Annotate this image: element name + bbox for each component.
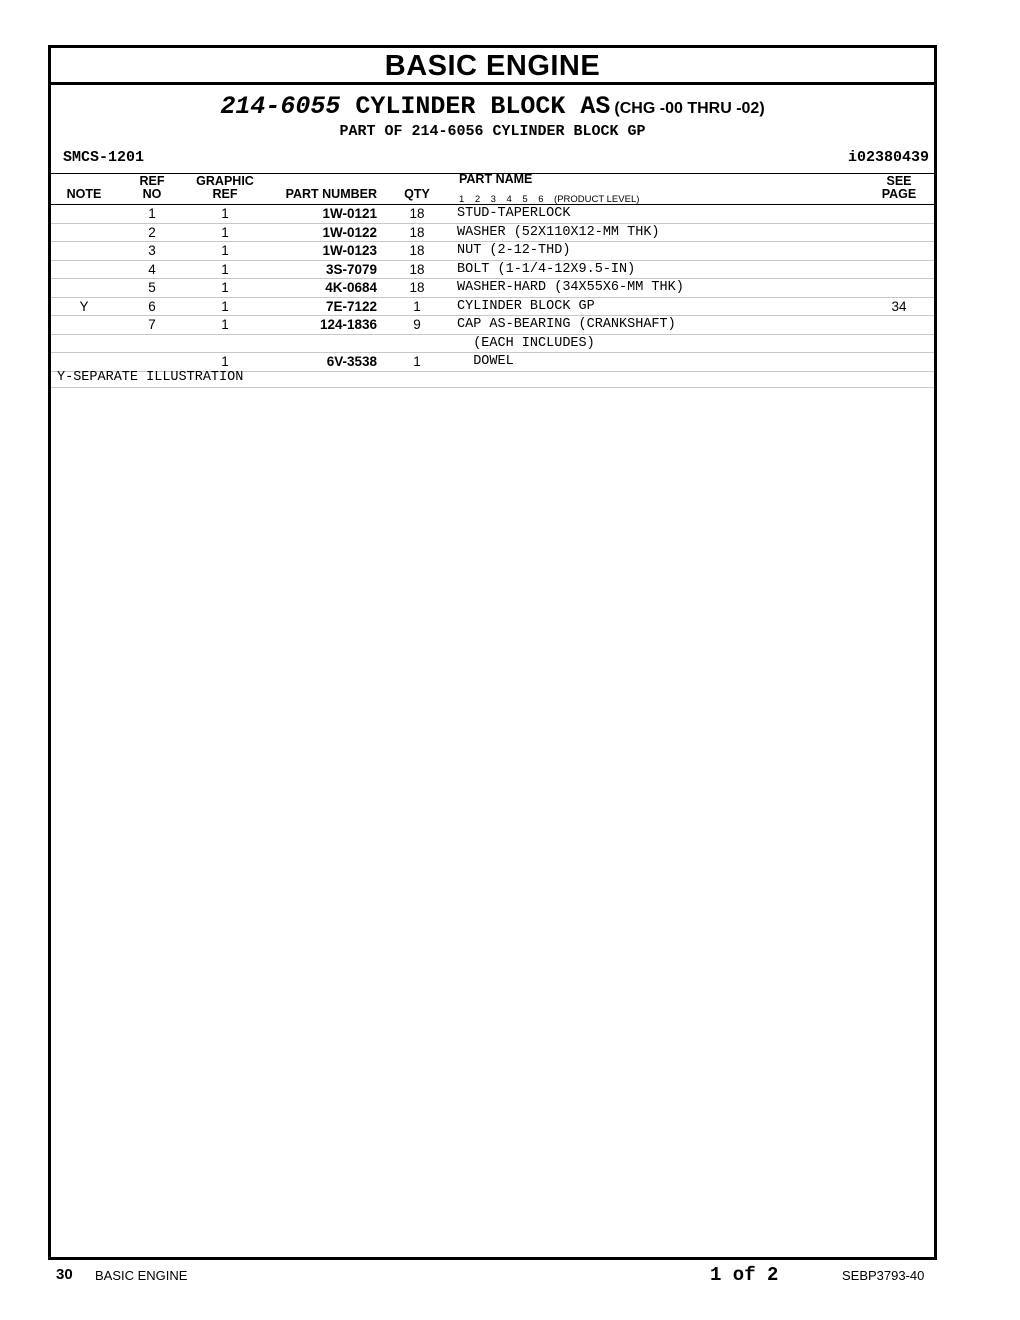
ref-no-cell: 2 [117, 223, 187, 242]
see-page-cell [864, 334, 934, 353]
part-name-cell: (EACH INCLUDES) [457, 334, 864, 353]
note-cell [51, 242, 117, 261]
part-number-cell: 7E-7122 [263, 297, 377, 316]
ref-no-cell: 4 [117, 260, 187, 279]
col-note: NOTE [66, 187, 102, 201]
col-ref-no: REF NO [139, 174, 165, 201]
qty-cell: 1 [377, 297, 457, 316]
assembly-number: 214-6055 [220, 92, 341, 121]
part-name-cell: DOWEL [457, 353, 864, 372]
part-number-cell: 6V-3538 [263, 353, 377, 372]
table-row [51, 353, 934, 372]
graphic-ref-cell: 1 [187, 242, 263, 261]
table-row [51, 334, 934, 353]
col-qty: QTY [404, 187, 430, 201]
col-graphic-ref: GRAPHIC REF [196, 174, 254, 201]
see-page-cell [864, 260, 934, 279]
graphic-ref-cell [187, 334, 263, 353]
part-name-cell: WASHER (52X110X12-MM THK) [457, 223, 864, 242]
graphic-ref-cell: 1 [187, 353, 263, 372]
col-part-number: PART NUMBER [285, 187, 377, 201]
document-id: SEBP3793-40 [842, 1268, 925, 1283]
graphic-ref-cell: 1 [187, 260, 263, 279]
table-row [51, 297, 934, 316]
note-cell [51, 260, 117, 279]
note-cell [51, 205, 117, 223]
part-name-cell: NUT (2-12-THD) [457, 242, 864, 261]
footer-section: BASIC ENGINE [95, 1268, 188, 1283]
table-row [51, 223, 934, 242]
ref-no-cell: 3 [117, 242, 187, 261]
note-cell [51, 279, 117, 298]
assembly-title [51, 92, 934, 121]
ref-no-cell [117, 353, 187, 372]
see-page-cell: 34 [864, 297, 934, 316]
part-number-cell: 124-1836 [263, 316, 377, 335]
table-row [51, 316, 934, 335]
table-row [51, 279, 934, 298]
part-number-cell: 3S-7079 [263, 260, 377, 279]
qty-cell: 1 [377, 353, 457, 372]
ref-no-cell: 7 [117, 316, 187, 335]
qty-cell: 18 [377, 223, 457, 242]
table-row [51, 205, 934, 223]
part-number-cell [263, 334, 377, 353]
page-of-count: 1 of 2 [710, 1264, 779, 1286]
part-number-cell: 4K-0684 [263, 279, 377, 298]
see-page-cell [864, 279, 934, 298]
note-cell: Y [51, 297, 117, 316]
ref-no-cell: 6 [117, 297, 187, 316]
part-name-cell: STUD-TAPERLOCK [457, 205, 864, 223]
graphic-ref-cell: 1 [187, 205, 263, 223]
section-title: BASIC ENGINE [51, 48, 934, 85]
page-frame [48, 45, 937, 1260]
ref-no-cell: 1 [117, 205, 187, 223]
ref-no-cell: 5 [117, 279, 187, 298]
see-page-cell [864, 205, 934, 223]
qty-cell: 18 [377, 242, 457, 261]
qty-cell: 18 [377, 260, 457, 279]
col-part-name: PART NAME [459, 172, 533, 186]
qty-cell [377, 334, 457, 353]
part-number-cell: 1W-0123 [263, 242, 377, 261]
illustration-id: i02380439 [847, 149, 929, 166]
graphic-ref-cell: 1 [187, 279, 263, 298]
qty-cell: 18 [377, 205, 457, 223]
assembly-name: CYLINDER BLOCK AS [340, 92, 611, 121]
part-name-cell: CYLINDER BLOCK GP [457, 297, 864, 316]
col-see-page: SEE PAGE [881, 174, 917, 201]
see-page-cell [864, 353, 934, 372]
table-row [51, 242, 934, 261]
part-number-cell: 1W-0122 [263, 223, 377, 242]
part-of-line: PART OF 214-6056 CYLINDER BLOCK GP [339, 123, 646, 140]
see-page-cell [864, 316, 934, 335]
note-cell [51, 353, 117, 372]
part-name-cell: CAP AS-BEARING (CRANKSHAFT) [457, 316, 864, 335]
footnote-divider [51, 387, 934, 388]
smcs-code: SMCS-1201 [63, 149, 145, 166]
graphic-ref-cell: 1 [187, 316, 263, 335]
part-name-cell: WASHER-HARD (34X55X6-MM THK) [457, 279, 864, 298]
qty-cell: 18 [377, 279, 457, 298]
see-page-cell [864, 223, 934, 242]
graphic-ref-cell: 1 [187, 297, 263, 316]
note-cell [51, 223, 117, 242]
page-number: 30 [56, 1266, 73, 1283]
part-number-cell: 1W-0121 [263, 205, 377, 223]
table-row [51, 260, 934, 279]
graphic-ref-cell: 1 [187, 223, 263, 242]
qty-cell: 9 [377, 316, 457, 335]
part-name-cell: BOLT (1-1/4-12X9.5-IN) [457, 260, 864, 279]
footnote: Y-SEPARATE ILLUSTRATION [57, 370, 244, 385]
assembly-change-range: (CHG -00 THRU -02) [614, 100, 765, 117]
product-levels: 1 2 3 4 5 6 (PRODUCT LEVEL) [459, 194, 640, 205]
ref-no-cell [117, 334, 187, 353]
table-header [51, 173, 934, 205]
note-cell [51, 334, 117, 353]
parts-table [51, 205, 934, 372]
see-page-cell [864, 242, 934, 261]
note-cell [51, 316, 117, 335]
